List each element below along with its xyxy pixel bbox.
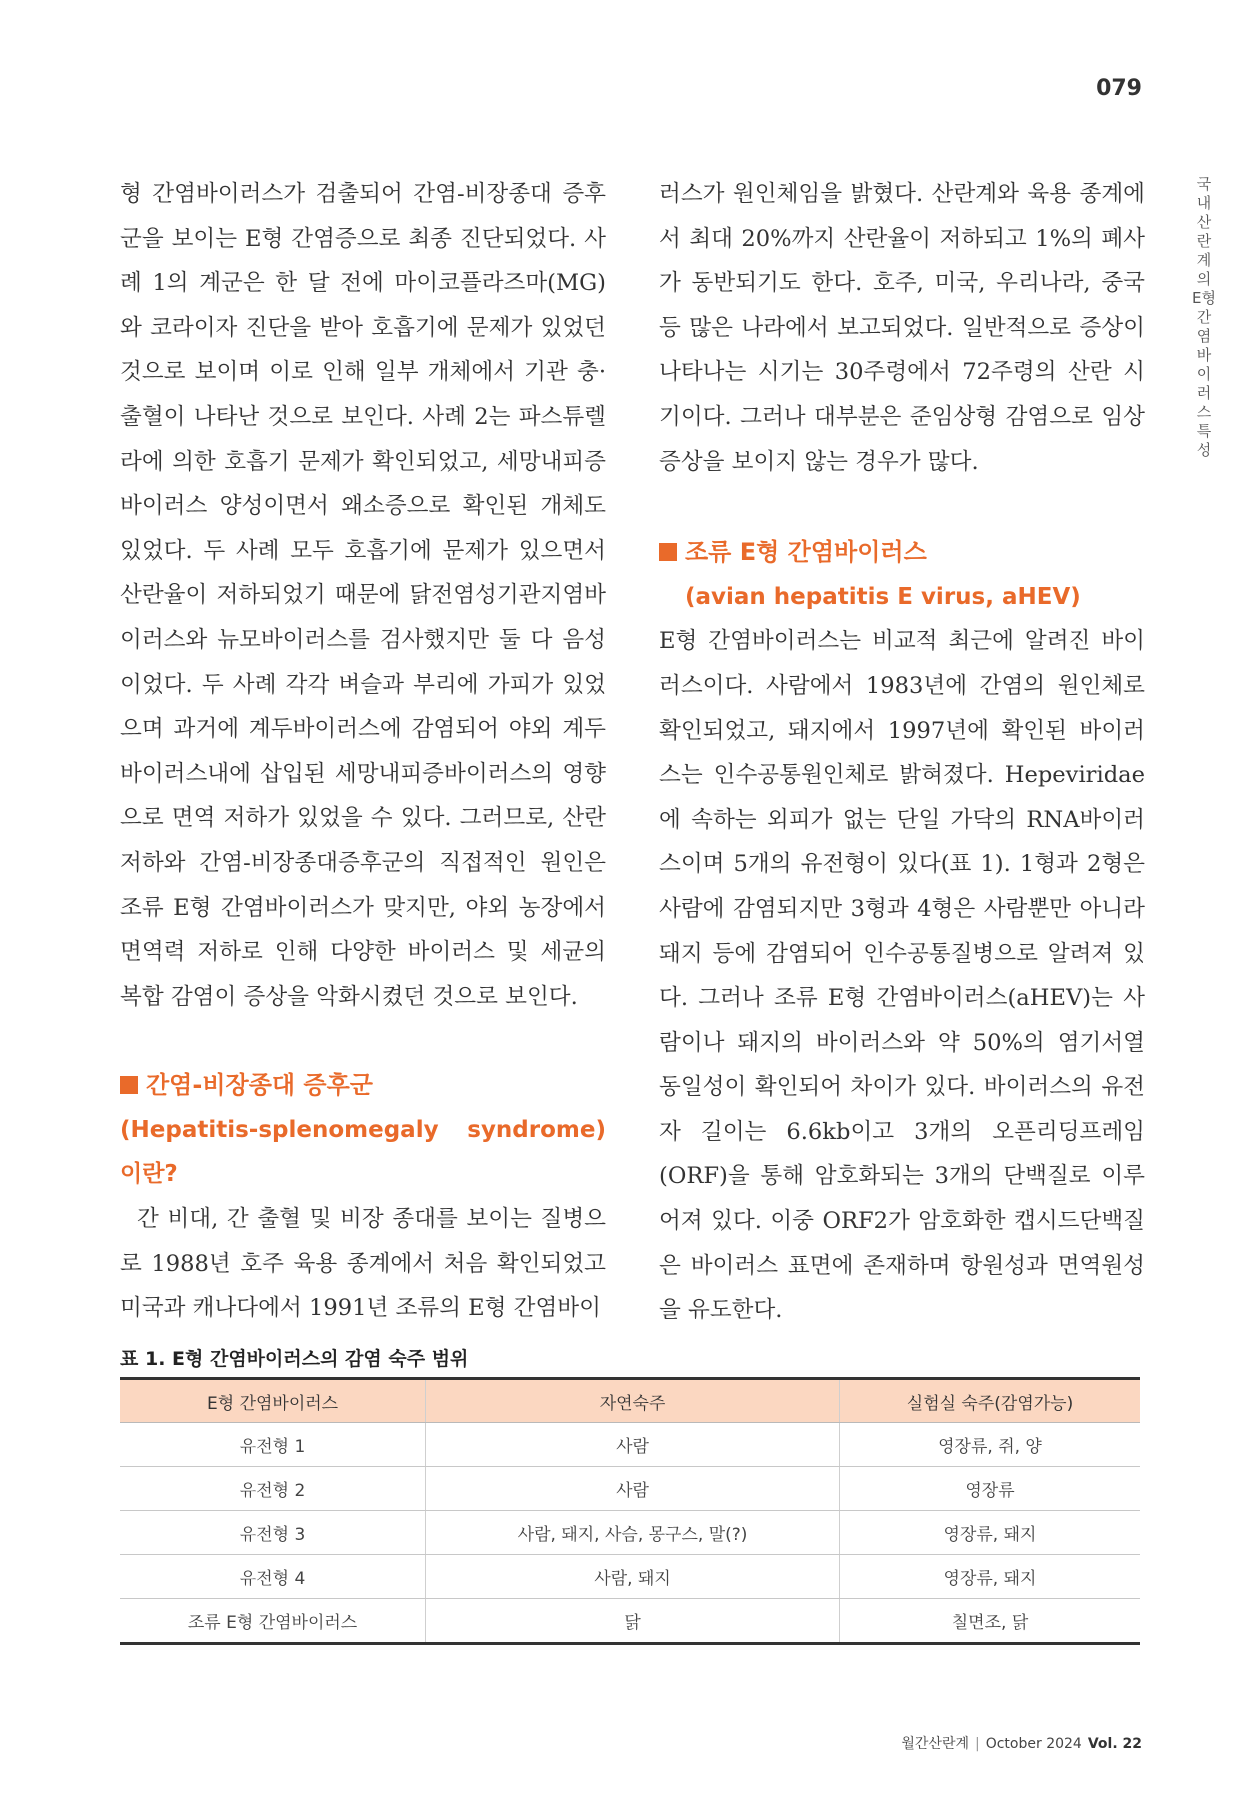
square-bullet-icon: [120, 1076, 138, 1094]
right-column: [659, 172, 1145, 1333]
right-paragraph-2: E형 간염바이러스는 비교적 최근에 알려진 바이러스이다. 사람에서 1983년에 간염의 원인체로 확인되었고, 돼지에서 1997년에 확인된 바이러스는 인수공통원인체로 밝혀졌다. Hepeviridae에 속하는 외피가 없는 단일 가닥의 RNA바이러스이며 5개의 유전형이 있다(표 1). 1형과 2형은 사람에 감염되지만 3형과 4형은 사람뿐만 아니라 돼지 등에 감염되어 인수공통질병으로 알려져 있다. 그러나 조류 E형 간염바이러스(aHEV)는 사람이나 돼지의 바이러스와 약 50%의 염기서열 동일성이 확인되어 차이가 있다. 바이러스의 유전자 길이는 6.6kb이고 3개의 오픈리딩프레임(ORF)을 통해 암호화되는 3개의 단백질로 이루어져 있다. 이중 ORF2가 암호화한 캡시드단백질은 바이러스 표면에 존재하며 항원성과 면역원성을 유도한다.: [659, 628, 1145, 1324]
right-paragraph-1: 러스가 원인체임을 밝혔다. 산란계와 육용 종계에서 최대 20%까지 산란율이 저하되고 1%의 폐사가 동반되기도 한다. 호주, 미국, 우리나라, 중국 등 많은 나라에서 보고되었다. 일반적으로 증상이 나타나는 시기는 30주령에서 72주령의 산란 시기이다. 그러나 대부분은 준임상형 감염으로 임상 증상을 보이지 않는 경우가 많다.: [659, 181, 1145, 475]
table-cell: 영장류, 쥐, 양: [840, 1423, 1141, 1467]
table-cell: 영장류, 돼지: [840, 1555, 1141, 1599]
table-cell: 유전형 4: [120, 1555, 426, 1599]
table-row: [120, 1511, 1140, 1555]
table-row: [120, 1423, 1140, 1467]
footer-date: October 2024: [985, 1736, 1082, 1752]
table-cell: 사람: [426, 1467, 840, 1511]
square-bullet-icon: [659, 543, 677, 561]
table-cell: 사람: [426, 1423, 840, 1467]
table-row: [120, 1467, 1140, 1511]
section-heading-ahev: [659, 530, 1145, 575]
table-row: [120, 1599, 1140, 1644]
left-paragraph-2: 간 비대, 간 출혈 및 비장 종대를 보이는 질병으로 1988년 호주 육용 종계에서 처음 확인되었고 미국과 캐나다에서 1991년 조류의 E형 간염바이: [120, 1206, 606, 1322]
table-cell: 닭: [426, 1599, 840, 1644]
left-column: [120, 172, 606, 1331]
footer-magazine-name: 월간산란계: [901, 1736, 969, 1752]
page-number: 079: [1096, 76, 1142, 101]
table-cell: 조류 E형 간염바이러스: [187, 1613, 358, 1633]
footer-volume: Vol. 22: [1087, 1736, 1142, 1752]
table-cell: 영장류, 돼지: [840, 1511, 1141, 1555]
table-cell: 유전형 3: [120, 1511, 426, 1555]
page-footer: [901, 1733, 1142, 1753]
table-header-row: [120, 1379, 1140, 1423]
table-cell: 사람, 돼지, 사슴, 몽구스, 말(?): [426, 1511, 840, 1555]
table-cell: 유전형 2: [120, 1467, 426, 1511]
table-caption: 표 1. E형 간염바이러스의 감염 숙주 범위: [120, 1348, 469, 1370]
table-row: [120, 1555, 1140, 1599]
table-cell: 칠면조, 닭: [840, 1599, 1141, 1644]
table-header-cell: 실험실 숙주(감염가능): [840, 1379, 1141, 1423]
table-cell: 유전형 1: [120, 1423, 426, 1467]
section-heading-hss: [120, 1063, 606, 1108]
table-header-cell: E형 간염바이러스: [120, 1379, 426, 1423]
table-header-cell: 자연숙주: [426, 1379, 840, 1423]
section-subheading-ahev: (avian hepatitis E virus, aHEV): [685, 583, 1081, 610]
host-range-table: [120, 1377, 1140, 1645]
section-heading-text: 간염-비장종대 증후군: [146, 1071, 373, 1100]
table-cell: 영장류: [840, 1467, 1141, 1511]
side-running-title: 국내 산란계의 E형 간염바이러스 특성: [1192, 175, 1216, 459]
table-cell: 사람, 돼지: [426, 1555, 840, 1599]
left-paragraph-1: 형 간염바이러스가 검출되어 간염-비장종대 증후군을 보이는 E형 간염증으로 최종 진단되었다. 사례 1의 계군은 한 달 전에 마이코플라즈마(MG)와 코라이자 진단을 받아 호흡기에 문제가 있었던 것으로 보이며 이로 인해 일부 개체에서 기관 충·출혈이 나타난 것으로 보인다. 사례 2는 파스튜렐라에 의한 호흡기 문제가 확인되었고, 세망내피증바이러스 양성이면서 왜소증으로 확인된 개체도 있었다. 두 사례 모두 호흡기에 문제가 있으면서 산란율이 저하되었기 때문에 닭전염성기관지염바이러스와 뉴모바이러스를 검사했지만 둘 다 음성이었다. 두 사례 각각 벼슬과 부리에 가피가 있었으며 과거에 계두바이러스에 감염되어 야외 계두바이러스내에 삽입된 세망내피증바이러스의 영향으로 면역 저하가 있었을 수 있다. 그러므로, 산란 저하와 간염-비장종대증후군의 직접적인 원인은 조류 E형 간염바이러스가 맞지만, 야외 농장에서 면역력 저하로 인해 다양한 바이러스 및 세균의 복합 감염이 증상을 악화시켰던 것으로 보인다.: [120, 181, 606, 1010]
section-subheading-hss: (Hepatitis-splenomegaly syndrome)이란?: [120, 1116, 606, 1188]
section-heading-text: 조류 E형 간염바이러스: [685, 538, 927, 567]
footer-separator: |: [975, 1736, 980, 1752]
